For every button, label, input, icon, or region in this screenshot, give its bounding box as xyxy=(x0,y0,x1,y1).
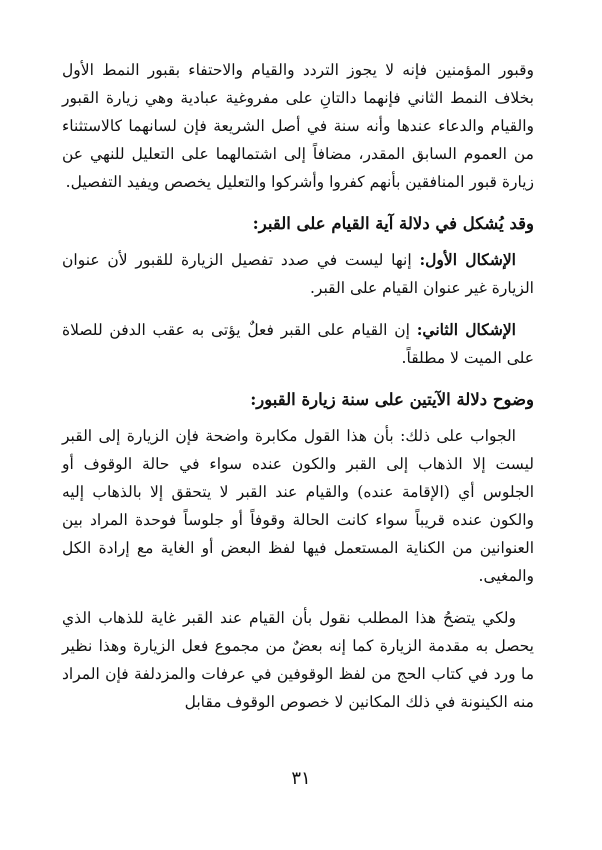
ishkal-first-text: إنها ليست في صدد تفصيل الزيارة للقبور لأن عنوان الزيارة غير عنوان القيام على القبر. xyxy=(62,251,534,297)
page-body xyxy=(62,56,534,730)
page-number: ٣١ xyxy=(291,768,311,789)
paragraph-ishkal-first xyxy=(62,246,534,302)
section-heading-ishkal: وقد يُشكل في دلالة آية القيام على القبر: xyxy=(252,214,534,233)
section-heading-wudooh: وضوح دلالة الآيتين على سنة زيارة القبور: xyxy=(250,390,534,409)
paragraph-answer: الجواب على ذلك: بأن هذا القول مكابرة واضحة فإن الزيارة إلى القبر ليست إلا الذهاب إلى القبر والكون عنده سواء في حالة الوقوف أو الجلوس أي (الإقامة عنده) والقيام عند القبر لا يتحقق إلا بالذهاب إليه والكون عنده قريباً سواء كانت الحالة وقوفاً أو جلوساً فوحدة المراد بين العنوانين من الكناية المستعمل فيها لفظ البعض أو الغاية مع إرادة الكل والمغيى. xyxy=(62,427,534,585)
ishkal-second-label: الإشكال الثاني: xyxy=(416,320,516,339)
ishkal-second-text: إن القيام على القبر فعلٌ يؤتى به عقب الدفن للصلاة على الميت لا مطلقاً. xyxy=(62,321,534,367)
paragraph-clarification: ولكي يتضحُ هذا المطلب نقول بأن القيام عند القبر غاية للذهاب الذي يحصل به مقدمة الزيارة كما إنه بعضٌ من مجموع فعل الزيارة وهذا نظير ما ورد في كتاب الحج من لفظ الوقوفين في عرفات والمزدلفة فإن المراد منه الكينونة في ذلك المكانين لا خصوص الوقوف مقابل xyxy=(62,609,534,711)
paragraph-ishkal-second xyxy=(62,316,534,372)
paragraph-intro: وقبور المؤمنين فإنه لا يجوز التردد والقيام والاحتفاء بقبور النمط الأول بخلاف النمط الثاني فإنهما دالتانِ على مفروغية عبادية وهي زيارة القبور والقيام والدعاء عندها وأنه سنة في أصل الشريعة فإن لسانهما كالاستثناء من العموم السابق المقدر، مضافاً إلى اشتمالهما على التعليل للنهي عن زيارة قبور المنافقين بأنهم كفروا وأشركوا والتعليل يخصص ويفيد التفصيل. xyxy=(62,61,534,191)
ishkal-first-label: الإشكال الأول: xyxy=(419,250,516,269)
